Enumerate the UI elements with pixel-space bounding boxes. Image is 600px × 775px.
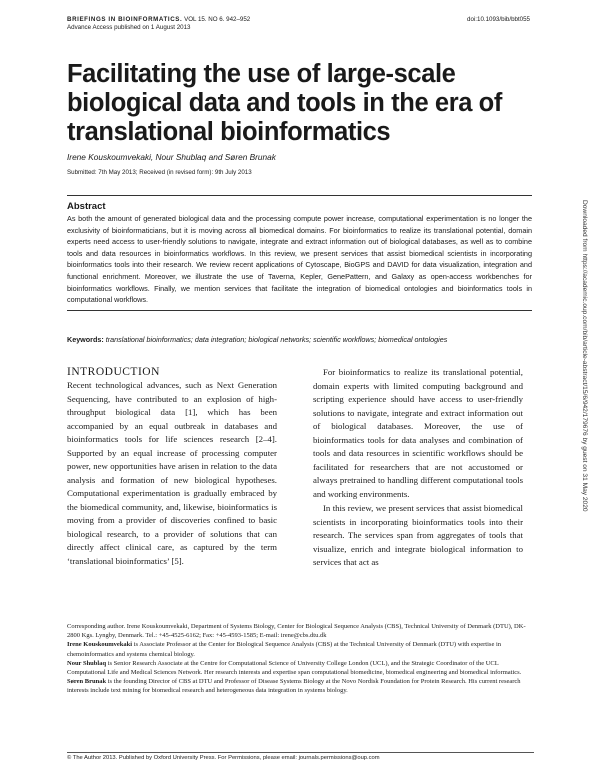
abstract-text: As both the amount of generated biological data and the processing compute power increase, computational experimentation is no longer the exclusivity of bioinformaticians, but it is moving across all biomedical domains. For bioinformatics to realize its translational potential, domain experts need access to user-friendly solutions to navigate, integrate and extract information out of biological databases, as well as to combine tools and data resources in bioinformatics workflows. In this review, we present services that assist biomedical scientists in incorporating bioinformatics tools into their research. We review recent applications of Cytoscape, BioGPS and DAVID for data visualization, integration and functional enrichment. Moreover, we illustrate the use of Taverna, Kepler, GenePattern, and Galaxy as open-access workbenches for bioinformatics workflows. Finally, we mention services that facilitate the integration of biomedical ontologies and bioinformatics tools in computational workflows. xyxy=(67,214,532,305)
author-bio-name: Irene Kouskoumvekaki xyxy=(67,641,133,649)
author-bio-name: Søren Brunak xyxy=(67,678,107,686)
right-column xyxy=(313,366,523,571)
keywords xyxy=(67,335,532,344)
corresponding-author-note: Corresponding author. Irene Kouskoumvekaki, Department of Systems Biology, Center for Biological Sequence Analysis (CBS), Technical University of Denmark (DTU), DK-2800 Kgs. Lyngby, Denmark. Tel.: +45-4525-6162; Fax: +45-4593-1585; E-mail: irene@cbs.dtu.dk xyxy=(67,623,526,640)
author-bio xyxy=(67,659,534,677)
author-list: Irene Kouskoumvekaki, Nour Shublaq and Søren Brunak xyxy=(67,152,276,162)
author-bio-text: is Associate Professor at the Center for Biological Sequence Analysis (CBS) at the Technical University of Denmark (DTU) with expertise in chemoinformatics and systems chemical biology. xyxy=(67,641,502,658)
download-watermark: Downloaded from https://academic.oup.com/bib/article-abstract/15/6/942/179676 by guest on 31 May 2020 xyxy=(581,200,588,512)
journal-name: BRIEFINGS IN BIOINFORMATICS. xyxy=(67,16,183,23)
right-paragraph-2: In this review, we present services that assist biomedical scientists in incorporating bioinformatics tools into their research. The services span from aggregates of tools that visualize, enrich and integrate biological information to services that act as xyxy=(313,503,523,567)
introduction-paragraph: Recent technological advances, such as Next Generation Sequencing, have contributed to an explosion of high-throughput biological data [1], which has been accompanied by an equal outbreak in databases and bioinformatics tools for life sciences research [2–4]. Supported by an equal increase of processing computer power, new opportunities have arisen in relation to the data analysis and formation of new biological hypotheses. Computational experimentation is gradually embraced by the biomedical community, and, likewise, bioinformatics is moving from a provider of discoveries confined to basic biological research, to a provider of solutions that can directly affect clinical care, as captured by the term ‘translational bioinformatics’ [5]. xyxy=(67,380,277,566)
access-info: Advance Access published on 1 August 2013 xyxy=(67,24,191,31)
submission-dates: Submitted: 7th May 2013; Received (in revised form): 9th July 2013 xyxy=(67,169,252,176)
keywords-values: translational bioinformatics; data integration; biological networks; scientific workflows; biomedical ontologies xyxy=(105,335,448,344)
copyright-footer: © The Author 2013. Published by Oxford University Press. For Permissions, please email: journals.permissions@oup.com xyxy=(67,752,534,761)
right-paragraph-1: For bioinformatics to realize its translational potential, domain experts with limited computing background and scripting experience should have access to user-friendly solutions to navigate, integrate and extract information out of biological databases. Moreover, the use of bioinformatics tools for data analyses and combination of tools and data resources in scientific workflows should be facilitated for researchers that are not accustomed or always pretrained to handling different computational tools and working environments. xyxy=(313,367,523,499)
footnotes xyxy=(67,622,534,696)
abstract-heading: Abstract xyxy=(67,201,106,212)
author-bio-text: is the founding Director of CBS at DTU and Professor of Disease Systems Biology at the Novo Nordisk Foundation for Protein Research. His current research interests include text mining for biomedical research and heterogeneous data integration in systems biology. xyxy=(67,678,521,695)
keywords-label: Keywords: xyxy=(67,335,104,344)
author-bio xyxy=(67,677,534,695)
author-bio-name: Nour Shublaq xyxy=(67,659,107,667)
abstract xyxy=(67,195,532,311)
left-column xyxy=(67,366,277,568)
running-header xyxy=(67,16,250,32)
author-bio-text: is Senior Research Associate at the Centre for Computational Science of University College London (UCL), and the Strategic Coordinator of the UCL Computational Life and Medical Sciences Network. Her research interests and expertise span computational biomedicine, biomedical engineering and biomedical informatics. xyxy=(67,659,522,677)
article-title: Facilitating the use of large-scale biological data and tools in the era of translational bioinformatics xyxy=(67,60,502,146)
author-bio xyxy=(67,640,534,658)
introduction-heading: INTRODUCTION xyxy=(67,366,160,378)
doi[interactable]: doi:10.1093/bib/bbt055 xyxy=(467,16,530,23)
volume-info: VOL 15. NO 6. 942–952 xyxy=(184,16,251,23)
